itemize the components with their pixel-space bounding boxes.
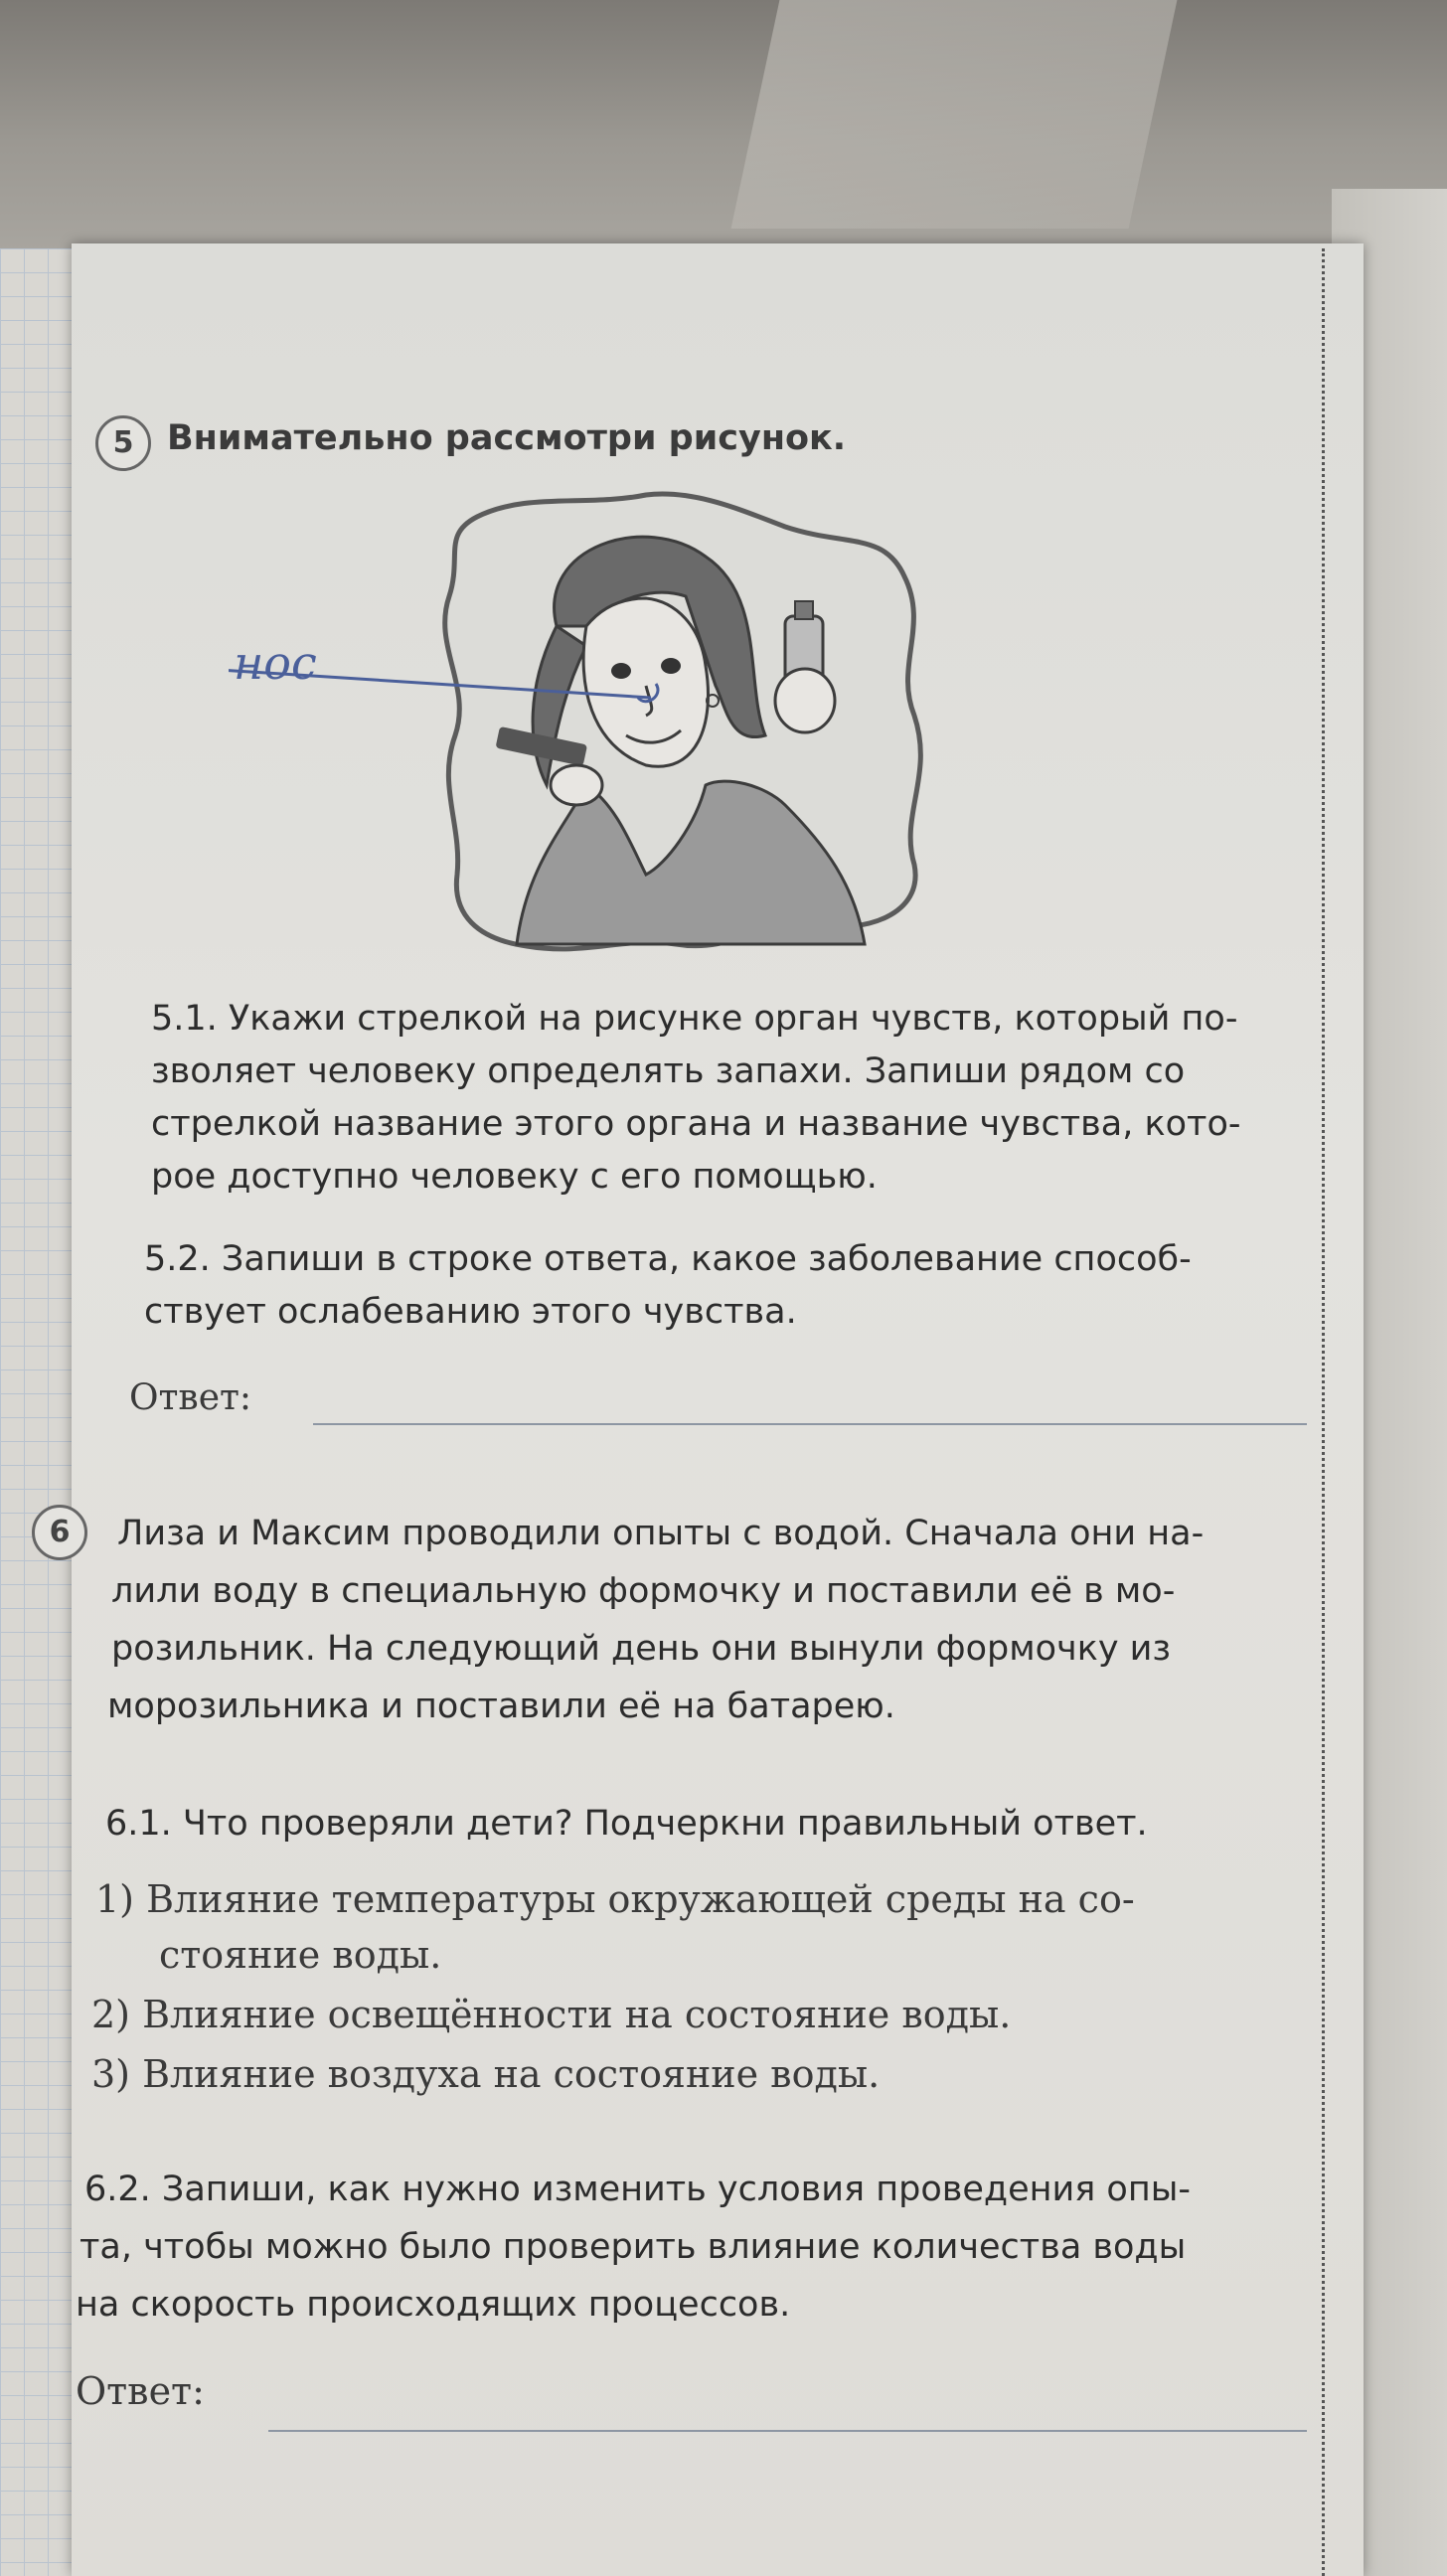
q62-line-3: на скорость происходящих процессов. (76, 2285, 791, 2325)
q52-line-1: 5.2. Запиши в строке ответа, какое заболевание способ- (144, 1239, 1192, 1279)
q61-text: 6.1. Что проверяли дети? Подчеркни правильный ответ. (105, 1804, 1148, 1844)
answer-label-5: Ответ: (129, 1377, 252, 1418)
task-6-intro-line-2: лили воду в специальную формочку и поставили её в мо- (111, 1571, 1176, 1611)
q62-line-1: 6.2. Запиши, как нужно изменить условия проведения опы- (84, 2170, 1191, 2209)
option-1-line-1[interactable]: 1) Влияние температуры окружающей среды на со- (95, 1877, 1135, 1921)
q52-line-2: ствует ослабеванию этого чувства. (144, 1292, 797, 1332)
left-notebook-page (0, 248, 81, 2576)
answer-line-5[interactable] (313, 1423, 1307, 1425)
q62-line-2: та, чтобы можно было проверить влияние количества воды (80, 2227, 1187, 2267)
option-1-line-2[interactable]: стояние воды. (159, 1933, 442, 1977)
background-paper-sheet (731, 0, 1178, 229)
q51-line-2: зволяет человеку определять запахи. Запиши рядом со (151, 1051, 1186, 1091)
task-5-title: Внимательно рассмотри рисунок. (167, 418, 847, 458)
q51-line-4: рое доступно человеку с его помощью. (151, 1157, 878, 1197)
q51-line-1: 5.1. Укажи стрелкой на рисунке орган чувств, который по- (151, 999, 1238, 1039)
task-5-number: 5 (95, 415, 151, 471)
option-2[interactable]: 2) Влияние освещённости на состояние воды. (91, 1993, 1012, 2036)
answer-label-6: Ответ: (76, 2369, 205, 2413)
task-6-number: 6 (32, 1505, 87, 1560)
option-3[interactable]: 3) Влияние воздуха на состояние воды. (91, 2052, 881, 2096)
q51-line-3: стрелкой название этого органа и название чувства, кото- (151, 1104, 1241, 1144)
task-6-intro-line-4: морозильника и поставили её на батарею. (107, 1687, 895, 1726)
task-6-intro-line-1: Лиза и Максим проводили опыты с водой. Сначала они на- (117, 1514, 1205, 1553)
woman-smelling-perfume-illustration (229, 487, 944, 964)
cut-line (1322, 248, 1325, 2576)
task-6-intro-line-3: розильник. На следующий день они вынули формочку из (111, 1629, 1172, 1669)
handwritten-answer: нос (234, 636, 317, 690)
answer-line-6[interactable] (268, 2430, 1307, 2432)
background-surface (0, 0, 1447, 258)
